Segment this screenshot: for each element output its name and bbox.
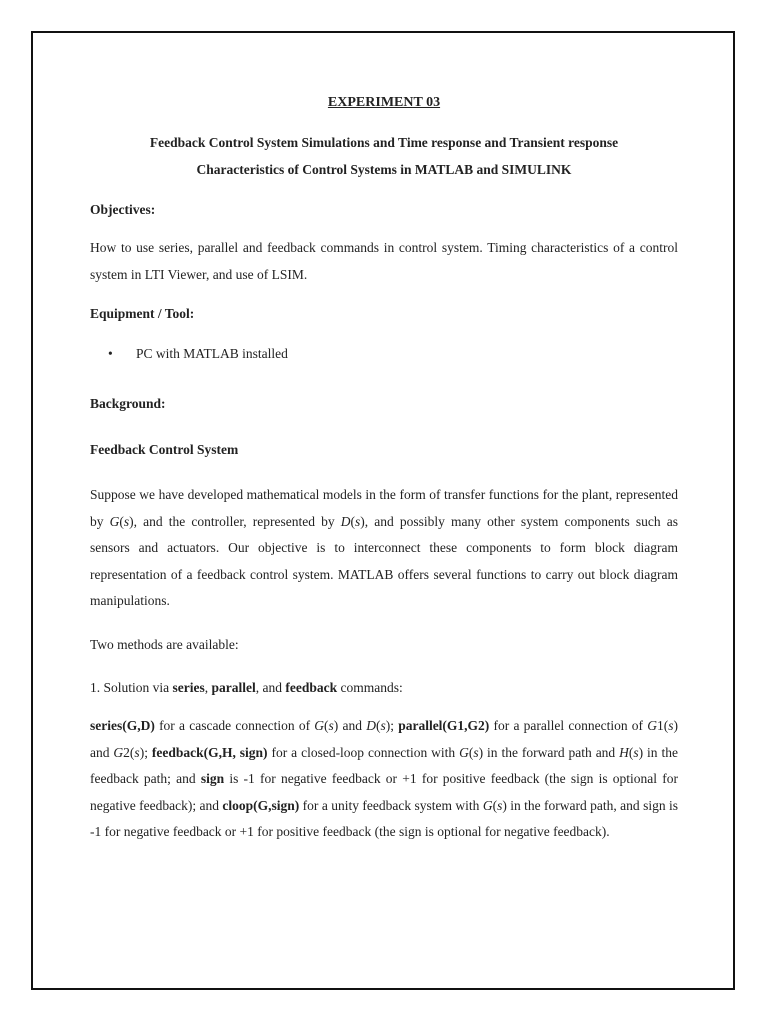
objectives-heading: Objectives: bbox=[90, 202, 156, 217]
text-run: ; bbox=[390, 718, 399, 733]
parallel-keyword: parallel bbox=[211, 680, 256, 695]
feedback-command: feedback(G,H, sign) bbox=[151, 744, 268, 760]
text-run: for a cascade connection of bbox=[154, 718, 315, 733]
series-command: series(G,D) bbox=[90, 718, 155, 733]
parallel-command: parallel(G1,G2) bbox=[398, 718, 490, 733]
text-run: , and bbox=[255, 680, 286, 695]
text-run: for a unity feedback system with bbox=[299, 797, 483, 813]
series-keyword: series bbox=[172, 680, 205, 695]
cloop-command: cloop(G,sign) bbox=[222, 797, 300, 813]
math-g: G bbox=[109, 513, 120, 529]
text-run: in the forward path, and sign is -1 for negative feedback or +1 for positive feedback (the sign is optional for negative feedback). bbox=[90, 797, 678, 839]
text-run: for a parallel connection of bbox=[489, 718, 648, 733]
text-run: in the feedback path; and bbox=[90, 744, 678, 786]
background-heading: Background: bbox=[90, 396, 166, 411]
text-run: , and possibly many other system components such as sensors and actuators. Our objective is to interconnect these components to form block diagram representation of a feedback control system. MATLAB offers several functions to carry out block diagram manipulations. bbox=[90, 513, 679, 608]
commands-paragraph: series(G,D) for a cascade connection of G(s) and D(s); parallel(G1,G2) for a parallel connection of G1(s) and G2(s); feedback(G,H, sign) for a closed-loop connection with G(s) in the forward path and H(s) in the feedback path; and sign is -1 for negative feedback or +1 for positive feedback (the sign is optional for negative feedback); and cloop(G,sign) for a unity feedback system with G(s) in the forward path, and sign is -1 for negative feedback or +1 for positive feedback (the sign is optional for negative feedback). bbox=[90, 718, 678, 839]
subtitle-line-2: Characteristics of Control Systems in MATLAB and SIMULINK bbox=[196, 162, 572, 177]
math-s: s bbox=[354, 513, 361, 529]
text-run: , bbox=[204, 680, 212, 695]
text-run: for a closed-loop connection with bbox=[267, 744, 460, 760]
math-s: s bbox=[123, 513, 130, 529]
solution-line bbox=[90, 675, 678, 702]
sign-keyword: sign bbox=[200, 771, 225, 786]
bullet-icon: • bbox=[108, 346, 113, 361]
objectives-text: How to use series, parallel and feedback commands in control system. Timing characteristics of a control system in LTI Viewer, and use of LSIM. bbox=[90, 240, 678, 282]
math-d: D bbox=[340, 513, 351, 529]
text-run: is -1 for negative feedback or +1 for positive feedback (the sign is optional for negative feedback); and bbox=[90, 771, 678, 813]
text-run: ; bbox=[144, 744, 152, 760]
equipment-heading: Equipment / Tool: bbox=[90, 306, 195, 321]
text-run: and bbox=[90, 744, 114, 760]
subtitle-line-1: Feedback Control System Simulations and Time response and Transient response bbox=[149, 135, 619, 150]
text-run: , and the controller, represented by bbox=[133, 513, 341, 529]
equipment-item-text: PC with MATLAB installed bbox=[136, 346, 288, 361]
methods-text: Two methods are available: bbox=[90, 637, 239, 652]
feedback-system-heading: Feedback Control System bbox=[90, 442, 239, 457]
text-run: Suppose we have developed mathematical models in the form of transfer functions for the plant, represented by bbox=[90, 487, 678, 529]
text-run: in the forward path and bbox=[483, 744, 620, 760]
text-run: commands: bbox=[337, 680, 403, 695]
feedback-keyword: feedback bbox=[285, 680, 338, 695]
equipment-list-item bbox=[108, 346, 288, 362]
document-title: EXPERIMENT 03 bbox=[327, 95, 441, 110]
background-paragraph: Suppose we have developed mathematical models in the form of transfer functions for the plant, represented by G(s), and the controller, represented by D(s), and possibly many other system components such as sensors and actuators. Our objective is to interconnect these components to form block diagram representation of a feedback control system. MATLAB offers several functions to carry out block diagram manipulations. bbox=[90, 487, 679, 608]
text-run: 1. Solution via bbox=[90, 680, 173, 695]
text-run: and bbox=[338, 718, 367, 733]
document-subtitle bbox=[90, 129, 678, 183]
